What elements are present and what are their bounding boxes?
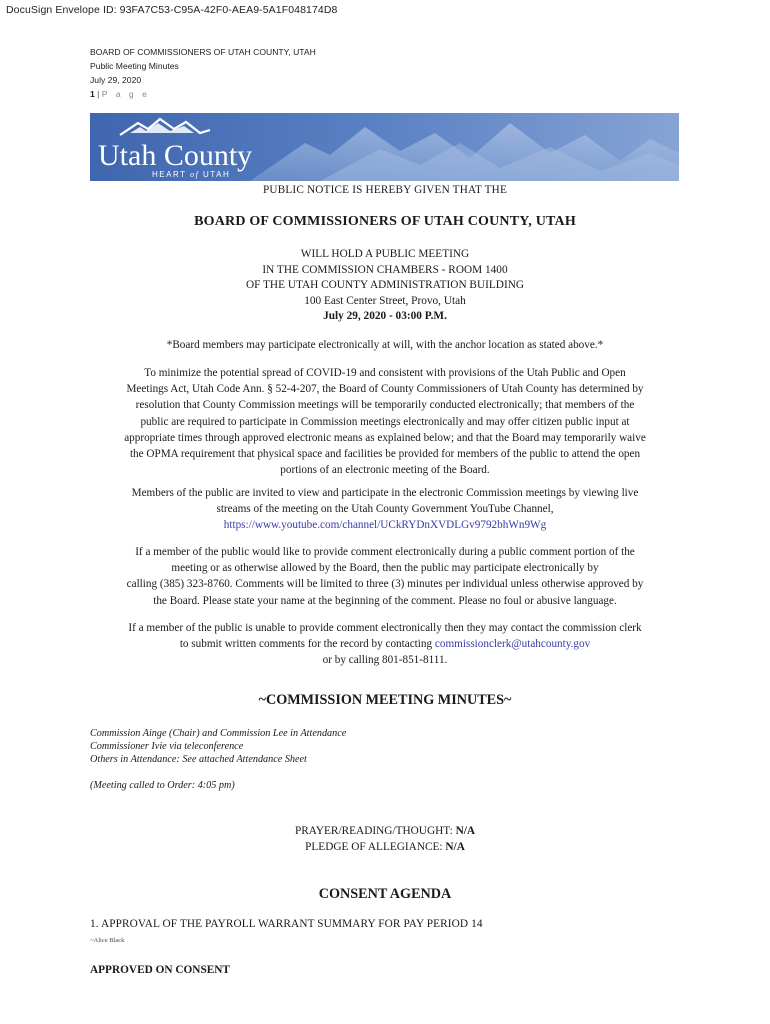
board-title: BOARD OF COMMISSIONERS OF UTAH COUNTY, UTAH bbox=[194, 214, 576, 229]
attendance-line: Commission Ainge (Chair) and Commission Lee in Attendance bbox=[90, 728, 347, 739]
docusign-envelope-id: DocuSign Envelope ID: 93FA7C53-C95A-42F0-AEA9-5A1F048174D8 bbox=[6, 4, 338, 16]
attendance-block bbox=[90, 727, 346, 766]
pledge-label: PLEDGE OF ALLEGIANCE: bbox=[305, 841, 446, 853]
paragraph-line: the OPMA requirement that physical space and facilities be provided for members of the public to attend the open bbox=[129, 448, 641, 461]
location-line: IN THE COMMISSION CHAMBERS - ROOM 1400 bbox=[262, 263, 508, 276]
paragraph-line: or by calling 801-851-8111. bbox=[322, 654, 448, 667]
paragraph-line: portions of an electronic meeting of the Board. bbox=[280, 464, 490, 477]
paragraph-line: meeting or as otherwise allowed by the Board, then the public may participate electronically by bbox=[171, 562, 599, 575]
pledge-line bbox=[90, 839, 680, 855]
page-indicator bbox=[90, 87, 316, 101]
pledge-value: N/A bbox=[445, 841, 465, 853]
attendance-line: Commissioner Ivie via teleconference bbox=[90, 741, 244, 752]
youtube-channel-link[interactable]: https://www.youtube.com/channel/UCkRYDnXVDLGv9792bhWn9Wg bbox=[223, 519, 547, 532]
written-comment-paragraph bbox=[90, 620, 680, 669]
agenda-item-status: APPROVED ON CONSENT bbox=[90, 964, 230, 976]
header-org: BOARD OF COMMISSIONERS OF UTAH COUNTY, UTAH bbox=[90, 47, 316, 57]
header-date: July 29, 2020 bbox=[90, 75, 142, 85]
paragraph-line bbox=[90, 636, 680, 652]
clerk-email-link[interactable]: commissionclerk@utahcounty.gov bbox=[434, 638, 591, 651]
banner-graphic bbox=[90, 113, 679, 181]
page-number: 1 bbox=[90, 89, 95, 99]
paragraph-line: calling (385) 323-8760. Comments will be limited to three (3) minutes per individual unless otherwise approved by bbox=[126, 578, 644, 591]
public-notice-line: PUBLIC NOTICE IS HEREBY GIVEN THAT THE bbox=[263, 184, 507, 196]
logo-wordmark: Utah County bbox=[98, 139, 253, 172]
paragraph-line: streams of the meeting on the Utah County Government YouTube Channel, bbox=[216, 503, 554, 516]
agenda-item-presenter: ~Alice Black bbox=[90, 937, 125, 944]
paragraph-line: If a member of the public is unable to provide comment electronically then they may contact the commission clerk bbox=[128, 622, 642, 634]
opening-items bbox=[90, 823, 680, 855]
attendance-line: Others in Attendance: See attached Attendance Sheet bbox=[90, 754, 307, 765]
paragraph-line: the Board. Please state your name at the beginning of the comment. Please no foul or abusive language. bbox=[153, 594, 617, 607]
paragraph-line: appropriate times through approved electronic means as explained below; and that the Board may temporarily waive bbox=[124, 431, 646, 444]
board-participation-note: *Board members may participate electronically at will, with the anchor location as stated above.* bbox=[166, 339, 604, 351]
meeting-location-block bbox=[90, 247, 680, 325]
paragraph-line: To minimize the potential spread of COVID-19 and consistent with provisions of the Utah Public and Open bbox=[144, 367, 626, 379]
prayer-value: N/A bbox=[455, 825, 476, 837]
public-comment-paragraph bbox=[90, 544, 680, 609]
members-paragraph bbox=[90, 485, 680, 534]
page-separator: | bbox=[97, 89, 100, 99]
page-word: P a g e bbox=[101, 89, 150, 99]
agenda-item-title: 1. APPROVAL OF THE PAYROLL WARRANT SUMMARY FOR PAY PERIOD 14 bbox=[90, 918, 483, 930]
prayer-line bbox=[90, 823, 680, 839]
paragraph-line: Members of the public are invited to view and participate in the electronic Commission meetings by viewing live bbox=[131, 487, 639, 499]
logo-tagline: HEART of UTAH bbox=[152, 170, 231, 179]
paragraph-line: resolution that County Commission meetings will be temporarily conducted electronically; that members of the bbox=[135, 399, 635, 412]
location-address: 100 East Center Street, Provo, Utah bbox=[304, 294, 466, 307]
minutes-section-title: ~COMMISSION MEETING MINUTES~ bbox=[258, 692, 512, 708]
paragraph-line: If a member of the public would like to provide comment electronically during a public comment portion of the bbox=[135, 546, 635, 558]
document-header bbox=[90, 45, 316, 101]
covid-paragraph bbox=[90, 365, 680, 478]
meeting-datetime: July 29, 2020 - 03:00 P.M. bbox=[323, 310, 447, 323]
location-line: WILL HOLD A PUBLIC MEETING bbox=[300, 248, 470, 260]
called-to-order: (Meeting called to Order: 4:05 pm) bbox=[90, 780, 235, 791]
prayer-label: PRAYER/READING/THOUGHT: bbox=[294, 825, 456, 837]
utah-county-banner bbox=[90, 113, 679, 181]
paragraph-text: to submit written comments for the record by contacting bbox=[179, 638, 435, 651]
paragraph-line: public are required to participate in Commission meetings electronically and may offer citizen public input at bbox=[140, 415, 630, 428]
location-line: OF THE UTAH COUNTY ADMINISTRATION BUILDING bbox=[245, 279, 525, 292]
header-doc-type: Public Meeting Minutes bbox=[90, 61, 179, 71]
consent-agenda-title: CONSENT AGENDA bbox=[318, 886, 452, 902]
paragraph-line: Meetings Act, Utah Code Ann. § 52-4-207, the Board of County Commissioners of Utah County has determined by bbox=[126, 383, 644, 396]
